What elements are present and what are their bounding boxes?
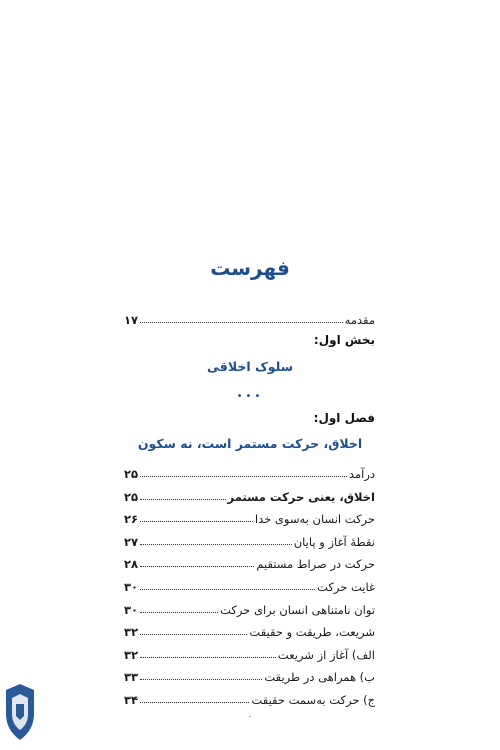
page-title: فهرست bbox=[210, 256, 290, 280]
toc-entry-page: ۳۰ bbox=[124, 602, 139, 617]
toc-entry[interactable] bbox=[124, 599, 375, 617]
dot-leader bbox=[140, 657, 276, 658]
dot-leader bbox=[140, 521, 253, 522]
toc-entry[interactable] bbox=[124, 644, 375, 662]
toc-entry-label: توان نامتناهی انسان برای حرکت bbox=[220, 602, 375, 617]
publisher-logo-icon bbox=[0, 684, 40, 740]
toc-entry[interactable] bbox=[124, 689, 375, 707]
toc-entry-label: الف) آغاز از شریعت bbox=[277, 647, 375, 662]
toc-entry[interactable] bbox=[124, 486, 375, 504]
toc-entry-page: ۲۸ bbox=[124, 557, 139, 572]
toc-entry[interactable] bbox=[124, 576, 375, 594]
toc-entry[interactable] bbox=[124, 621, 375, 639]
chapter-kicker: فصل اول: bbox=[313, 411, 375, 425]
dot-leader bbox=[140, 679, 262, 680]
section-divider: ••• bbox=[236, 391, 264, 402]
toc-entry-intro[interactable] bbox=[124, 309, 375, 327]
toc-entry-label: حرکت انسان به‌سوی خدا bbox=[254, 512, 375, 527]
dot-leader bbox=[140, 566, 254, 567]
toc-entry-page: ۳۳ bbox=[124, 670, 139, 685]
toc-entry-label: ب) همراهی در طریقت bbox=[264, 670, 375, 685]
dot-leader bbox=[140, 544, 292, 545]
part-kicker: بخش اول: bbox=[313, 333, 375, 347]
toc-entry-label: شریعت، طریقت و حقیقت bbox=[249, 625, 375, 640]
toc-entry-page: ۲۶ bbox=[124, 512, 139, 527]
dot-leader bbox=[140, 612, 218, 613]
toc-entry-label: مقدمه bbox=[344, 313, 375, 327]
toc-entry-page: ۲۷ bbox=[124, 534, 139, 549]
dot-leader bbox=[140, 589, 315, 590]
toc-entry-page: ۳۴ bbox=[124, 693, 139, 707]
toc-entry-page: ۳۲ bbox=[124, 647, 139, 662]
dot-leader bbox=[140, 476, 347, 477]
toc-entry-label: نقطهٔ آغاز و پایان bbox=[293, 534, 375, 549]
toc-entry[interactable] bbox=[124, 666, 375, 684]
dot-leader bbox=[140, 322, 343, 323]
toc-entry-label: غایت حرکت bbox=[317, 580, 375, 594]
toc-entry[interactable] bbox=[124, 553, 375, 571]
toc-entry-label: درآمد bbox=[348, 467, 375, 481]
chapter-title: اخلاق، حرکت مستمر است، نه سکون bbox=[137, 436, 363, 451]
toc-entry-page: ۲۵ bbox=[124, 489, 139, 504]
toc-entry-label: اخلاق، یعنی حرکت مستمر bbox=[227, 489, 375, 504]
toc-entry-label: حرکت در صراط مستقیم bbox=[256, 557, 375, 572]
toc-entry-page: ۲۵ bbox=[124, 467, 139, 481]
toc-entry[interactable] bbox=[124, 508, 375, 526]
dot-leader bbox=[140, 634, 247, 635]
toc-entry[interactable] bbox=[124, 531, 375, 549]
toc-entry-page: ۱۷ bbox=[124, 313, 139, 327]
part-title: سلوک اخلاقی bbox=[207, 359, 293, 374]
toc-entry-page: ۳۲ bbox=[124, 625, 139, 640]
toc-entry[interactable] bbox=[124, 463, 375, 481]
toc-entry-label: ج) حرکت به‌سمت حقیقت bbox=[251, 693, 375, 707]
toc-entry-page: ۳۰ bbox=[124, 580, 139, 594]
dot-leader bbox=[140, 702, 249, 703]
dot-leader bbox=[140, 499, 226, 500]
page-footer-mark: ۰ bbox=[247, 712, 253, 722]
